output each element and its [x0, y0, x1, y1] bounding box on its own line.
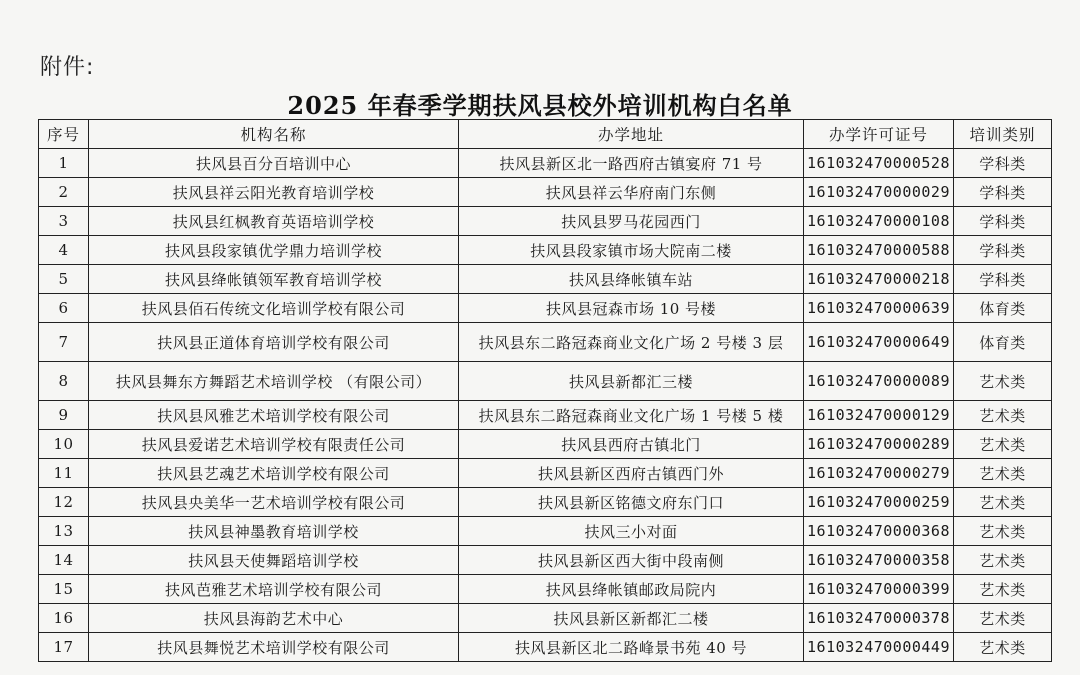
document-title: 2025 年春季学期扶风县校外培训机构白名单 [287, 91, 793, 120]
training-category: 体育类 [954, 294, 1052, 323]
license-number: 161032470000029 [804, 178, 954, 207]
school-address: 扶风县新区北二路峰景书苑 40 号 [459, 633, 804, 662]
table-row [39, 546, 1052, 575]
table-row [39, 265, 1052, 294]
column-header-address: 办学地址 [459, 120, 804, 149]
school-address: 扶风县东二路冠森商业文化广场 2 号楼 3 层 [459, 323, 804, 362]
license-number: 161032470000358 [804, 546, 954, 575]
institution-name: 扶风县正道体育培训学校有限公司 [89, 323, 459, 362]
training-category: 学科类 [954, 207, 1052, 236]
license-number: 161032470000588 [804, 236, 954, 265]
institution-name: 扶风县天使舞蹈培训学校 [89, 546, 459, 575]
training-category: 艺术类 [954, 362, 1052, 401]
row-number: 6 [39, 294, 89, 323]
training-category: 艺术类 [954, 459, 1052, 488]
license-number: 161032470000639 [804, 294, 954, 323]
institution-name: 扶风县央美华一艺术培训学校有限公司 [89, 488, 459, 517]
training-category: 学科类 [954, 236, 1052, 265]
school-address: 扶风县绛帐镇邮政局院内 [459, 575, 804, 604]
column-header-license: 办学许可证号 [804, 120, 954, 149]
table-row [39, 604, 1052, 633]
school-address: 扶风县新区西大街中段南侧 [459, 546, 804, 575]
row-number: 12 [39, 488, 89, 517]
row-number: 13 [39, 517, 89, 546]
row-number: 2 [39, 178, 89, 207]
training-category: 艺术类 [954, 430, 1052, 459]
license-number: 161032470000289 [804, 430, 954, 459]
training-category: 学科类 [954, 178, 1052, 207]
license-number: 161032470000108 [804, 207, 954, 236]
row-number: 15 [39, 575, 89, 604]
school-address: 扶风三小对面 [459, 517, 804, 546]
institution-name: 扶风县舞悦艺术培训学校有限公司 [89, 633, 459, 662]
school-address: 扶风县罗马花园西门 [459, 207, 804, 236]
row-number: 5 [39, 265, 89, 294]
row-number: 8 [39, 362, 89, 401]
license-number: 161032470000368 [804, 517, 954, 546]
column-header-category: 培训类别 [954, 120, 1052, 149]
table-row [39, 459, 1052, 488]
table-row [39, 430, 1052, 459]
table-row [39, 236, 1052, 265]
attachment-label: 附件: [40, 55, 95, 80]
training-category: 艺术类 [954, 401, 1052, 430]
license-number: 161032470000378 [804, 604, 954, 633]
table-row [39, 575, 1052, 604]
license-number: 161032470000528 [804, 149, 954, 178]
school-address: 扶风县新都汇三楼 [459, 362, 804, 401]
table-row [39, 517, 1052, 546]
table-row [39, 207, 1052, 236]
whitelist-table [38, 119, 1052, 662]
row-number: 9 [39, 401, 89, 430]
institution-name: 扶风县海韵艺术中心 [89, 604, 459, 633]
training-category: 艺术类 [954, 546, 1052, 575]
license-number: 161032470000399 [804, 575, 954, 604]
column-header-name: 机构名称 [89, 120, 459, 149]
institution-name: 扶风县风雅艺术培训学校有限公司 [89, 401, 459, 430]
school-address: 扶风县冠森市场 10 号楼 [459, 294, 804, 323]
training-category: 学科类 [954, 265, 1052, 294]
column-header-number: 序号 [39, 120, 89, 149]
training-category: 体育类 [954, 323, 1052, 362]
row-number: 3 [39, 207, 89, 236]
table-row [39, 178, 1052, 207]
school-address: 扶风县新区西府古镇西门外 [459, 459, 804, 488]
table-row [39, 488, 1052, 517]
training-category: 艺术类 [954, 488, 1052, 517]
table-row [39, 401, 1052, 430]
institution-name: 扶风县红枫教育英语培训学校 [89, 207, 459, 236]
institution-name: 扶风县爱诺艺术培训学校有限责任公司 [89, 430, 459, 459]
school-address: 扶风县段家镇市场大院南二楼 [459, 236, 804, 265]
license-number: 161032470000649 [804, 323, 954, 362]
row-number: 1 [39, 149, 89, 178]
table-row [39, 323, 1052, 362]
institution-name: 扶风县舞东方舞蹈艺术培训学校 （有限公司） [89, 362, 459, 401]
row-number: 11 [39, 459, 89, 488]
row-number: 4 [39, 236, 89, 265]
institution-name: 扶风县段家镇优学鼎力培训学校 [89, 236, 459, 265]
school-address: 扶风县绛帐镇车站 [459, 265, 804, 294]
institution-name: 扶风县绛帐镇领军教育培训学校 [89, 265, 459, 294]
row-number: 14 [39, 546, 89, 575]
institution-name: 扶风县百分百培训中心 [89, 149, 459, 178]
school-address: 扶风县新区新都汇二楼 [459, 604, 804, 633]
license-number: 161032470000218 [804, 265, 954, 294]
table-row [39, 149, 1052, 178]
license-number: 161032470000129 [804, 401, 954, 430]
row-number: 16 [39, 604, 89, 633]
table-row [39, 633, 1052, 662]
table-row [39, 362, 1052, 401]
table-body [39, 149, 1052, 662]
institution-name: 扶风县祥云阳光教育培训学校 [89, 178, 459, 207]
table-row [39, 294, 1052, 323]
training-category: 艺术类 [954, 517, 1052, 546]
row-number: 17 [39, 633, 89, 662]
table-header-row [39, 120, 1052, 149]
license-number: 161032470000279 [804, 459, 954, 488]
row-number: 10 [39, 430, 89, 459]
training-category: 艺术类 [954, 633, 1052, 662]
training-category: 艺术类 [954, 604, 1052, 633]
institution-name: 扶风县佰石传统文化培训学校有限公司 [89, 294, 459, 323]
license-number: 161032470000259 [804, 488, 954, 517]
school-address: 扶风县西府古镇北门 [459, 430, 804, 459]
training-category: 艺术类 [954, 575, 1052, 604]
institution-name: 扶风县艺魂艺术培训学校有限公司 [89, 459, 459, 488]
institution-name: 扶风县神墨教育培训学校 [89, 517, 459, 546]
school-address: 扶风县东二路冠森商业文化广场 1 号楼 5 楼 [459, 401, 804, 430]
license-number: 161032470000089 [804, 362, 954, 401]
training-category: 学科类 [954, 149, 1052, 178]
school-address: 扶风县祥云华府南门东侧 [459, 178, 804, 207]
school-address: 扶风县新区北一路西府古镇宴府 71 号 [459, 149, 804, 178]
institution-name: 扶风芭雅艺术培训学校有限公司 [89, 575, 459, 604]
license-number: 161032470000449 [804, 633, 954, 662]
row-number: 7 [39, 323, 89, 362]
school-address: 扶风县新区铭德文府东门口 [459, 488, 804, 517]
